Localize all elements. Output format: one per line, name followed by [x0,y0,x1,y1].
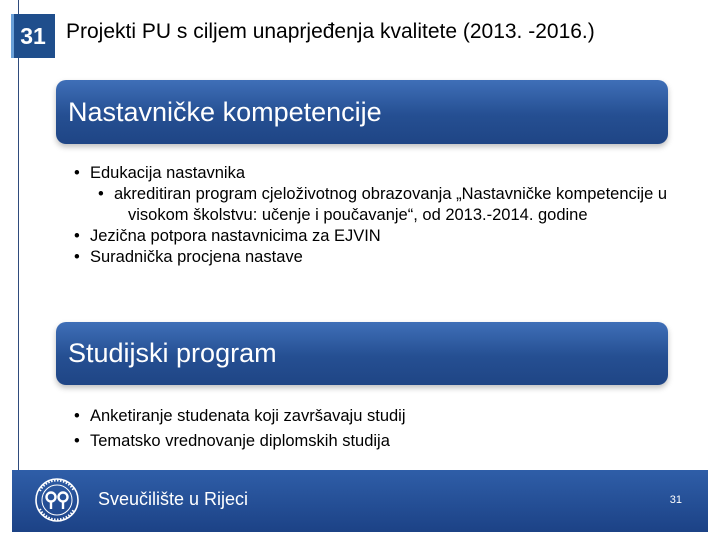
list-item-text: Suradnička procjena nastave [90,248,303,266]
study-program-list [74,406,670,456]
section-heading: Nastavničke kompetencije [68,96,382,127]
bullet-icon: • [74,164,80,182]
list-item-text: Edukacija nastavnika [90,164,246,182]
footer-bar [12,470,708,532]
section-header-competencies [56,80,668,144]
section-heading: Studijski program [68,338,277,368]
bullet-icon: • [74,248,80,266]
list-item-text: Anketiranje studenata koji završavaju studij [90,407,406,425]
list-item [74,247,670,268]
bullet-icon: • [74,227,80,245]
university-seal-icon [34,477,80,523]
bullet-icon: • [74,432,80,450]
list-item [74,226,670,247]
bullet-icon: • [98,185,104,203]
slide-left-rule [18,0,19,530]
list-subitem [90,184,670,226]
section-header-study-program [56,322,668,385]
list-item [74,431,670,452]
university-name: Sveučilište u Rijeci [98,489,249,509]
list-item-text: Tematsko vrednovanje diplomskih studija [90,432,390,450]
slide-title: Projekti PU s ciljem unaprjeđenja kvalitete (2013. -2016.) [66,20,595,43]
bullet-icon: • [74,407,80,425]
footer-page-number: 31 [669,494,682,506]
list-item [74,406,670,427]
list-item [74,163,670,184]
list-item-text: akreditiran program cjeloživotnog obrazovanja „Nastavničke kompetencije u visokom školstvu: učenje i poučavanje“, od 2013.-2014. godine [114,185,668,224]
competencies-list [74,163,670,268]
slide-number-badge: 31 [11,14,55,58]
list-item-text: Jezična potpora nastavnicima za EJVIN [90,227,381,245]
